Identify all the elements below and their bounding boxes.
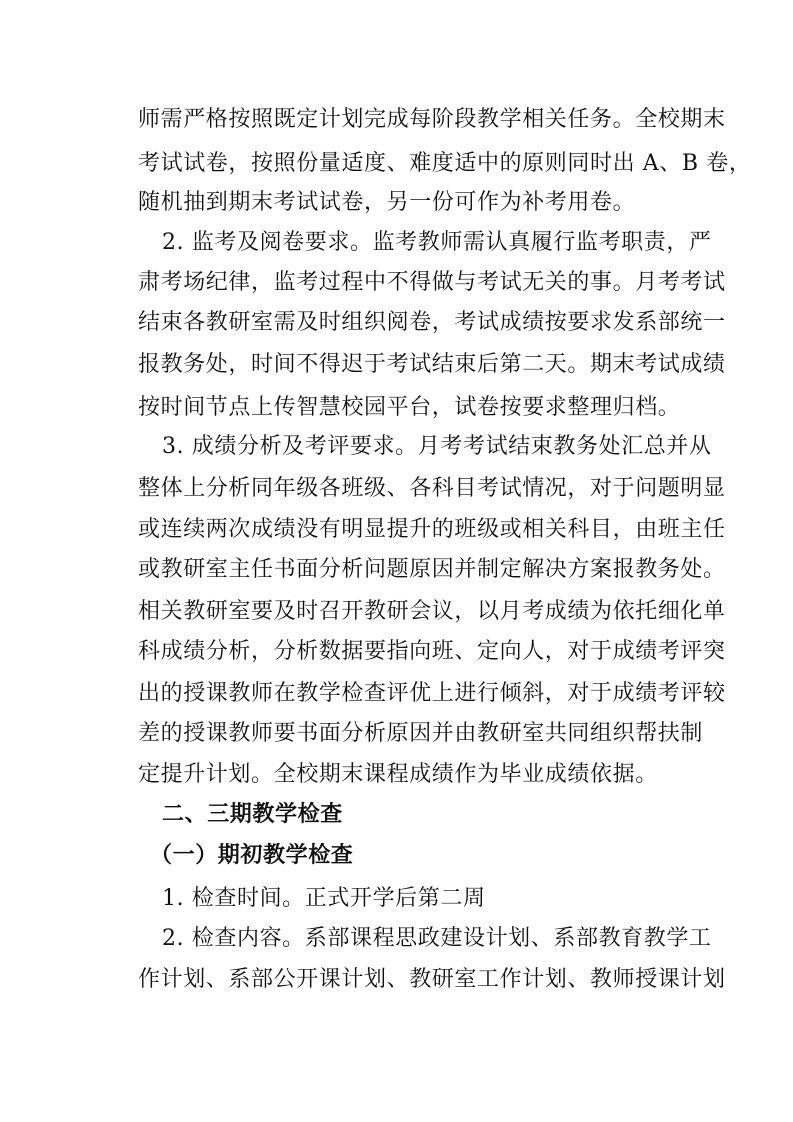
paragraph-line: 报教务处，时间不得迟于考试结束后第二天。期末考试成绩 bbox=[138, 352, 726, 377]
paragraph-line: 定提升计划。全校期末课程成绩作为毕业成绩依据。 bbox=[138, 762, 658, 787]
paragraph-line: 随机抽到期末考试试卷，另一份可作为补考用卷。 bbox=[138, 190, 636, 215]
paragraph-line: 师需严格按照既定计划完成每阶段教学相关任务。全校期末 bbox=[138, 107, 726, 132]
paragraph-line: 差的授课教师要书面分析原因并由教研室共同组织帮扶制 bbox=[138, 721, 704, 746]
paragraph-line: 1. 检查时间。正式开学后第二周 bbox=[162, 886, 486, 911]
paragraph-line: 2. 检查内容。系部课程思政建设计划、系部教育教学工 bbox=[162, 926, 712, 951]
paragraph-line: 相关教研室要及时召开教研会议，以月考成绩为依托细化单 bbox=[138, 599, 726, 624]
paragraph-line: 2. 监考及阅卷要求。监考教师需认真履行监考职责，严 bbox=[162, 230, 712, 255]
section-heading: 二、三期教学检查 bbox=[162, 802, 343, 827]
paragraph-line: 肃考场纪律，监考过程中不得做与考试无关的事。月考考试 bbox=[138, 270, 726, 295]
paragraph-line: 3. 成绩分析及考评要求。月考考试结束教务处汇总并从 bbox=[162, 434, 712, 459]
subsection-heading: （一）期初教学检查 bbox=[150, 843, 354, 868]
paragraph-line: 出的授课教师在教学检查评优上进行倾斜，对于成绩考评较 bbox=[138, 681, 726, 706]
paragraph-line: 作计划、系部公开课计划、教研室工作计划、教师授课计划 bbox=[138, 967, 726, 992]
paragraph-line: 或连续两次成绩没有明显提升的班级或相关科目，由班主任 bbox=[138, 517, 726, 542]
paragraph-line: 整体上分析同年级各班级、各科目考试情况，对于问题明显 bbox=[138, 476, 726, 501]
paragraph-line: 或教研室主任书面分析问题原因并制定解决方案报教务处。 bbox=[138, 557, 726, 582]
paragraph-line: 科成绩分析，分析数据要指向班、定向人，对于成绩考评突 bbox=[138, 639, 726, 664]
paragraph-line: 按时间节点上传智慧校园平台，试卷按要求整理归档。 bbox=[138, 395, 681, 420]
paragraph-line: 结束各教研室需及时组织阅卷，考试成绩按要求发系部统一 bbox=[138, 310, 726, 335]
paragraph-line: 考试试卷，按照份量适度、难度适中的原则同时出 A、B 卷， bbox=[138, 151, 752, 176]
